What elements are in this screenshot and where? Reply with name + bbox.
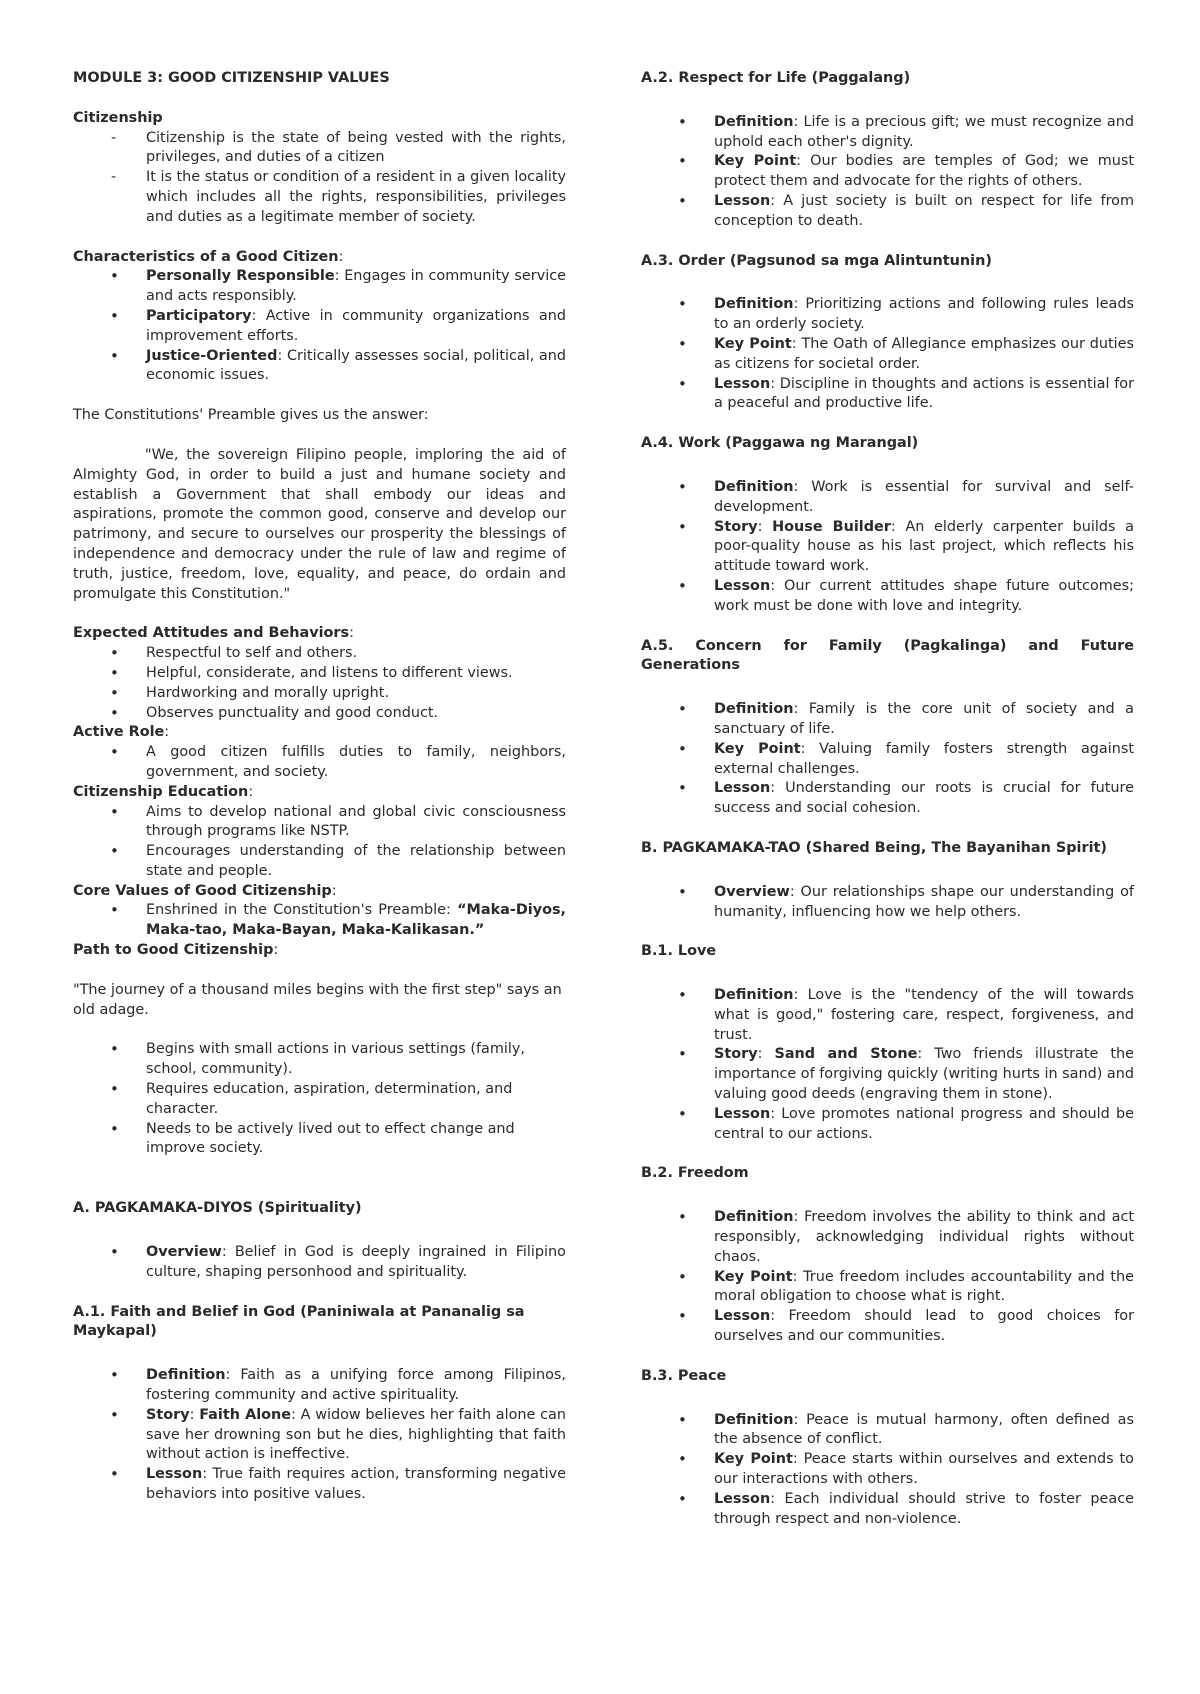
item-text: Freedom should lead to good choices for ourselves and our communities. — [714, 1308, 1134, 1345]
item-term: Lesson — [714, 192, 771, 209]
list-item: • Observes punctuality and good conduct. — [73, 704, 566, 724]
story-title: Faith Alone — [199, 1406, 292, 1423]
item-term: Lesson — [714, 1490, 771, 1507]
section-b-heading: B. PAGKAMAKA-TAO (Shared Being, The Bayanihan Spirit) — [641, 839, 1107, 856]
item-term: Lesson — [714, 1105, 771, 1122]
path-quote: "The journey of a thousand miles begins with the first step" says an old adage. — [73, 981, 562, 1018]
a3-heading: A.3. Order (Pagsunod sa mga Alintuntunin) — [641, 252, 992, 269]
list-item: • Lesson: Each individual should strive to foster peace through respect and non-violence. — [641, 1490, 1134, 1530]
item-term: Definition — [714, 113, 794, 130]
item-term: Justice-Oriented — [146, 347, 278, 364]
list-item: • Needs to be actively lived out to effect change and improve society. — [73, 1120, 566, 1160]
list-item: - It is the status or condition of a resident in a given locality which includes all the rights, responsibilities, privileges and duties as a legitimate member of society. — [73, 168, 566, 227]
list-item: • Lesson: A just society is built on respect for life from conception to death. — [641, 192, 1134, 232]
item-text: The Oath of Allegiance emphasizes our duties as citizens for societal order. — [714, 335, 1134, 372]
item-text: Critically assesses social, political, and economic issues. — [146, 347, 566, 384]
item-term: Key Point — [714, 335, 792, 352]
item-term: Definition — [714, 1209, 794, 1226]
item-term: Definition — [714, 296, 794, 313]
b3-list — [641, 1411, 1134, 1530]
item-term: Lesson — [714, 375, 771, 392]
core-values-list — [73, 901, 566, 941]
path-heading-line: Path to Good Citizenship: — [73, 942, 279, 959]
item-term: Story — [714, 518, 758, 535]
a4-list — [641, 478, 1134, 617]
item-text: Two friends illustrate the importance of forgiving quickly (writing hurts in sand) and valuing good deeds (engraving them in stone). — [714, 1046, 1135, 1103]
item-text: Family is the core unit of society and a sanctuary of life. — [714, 701, 1134, 737]
core-values-heading-line: Core Values of Good Citizenship: — [73, 882, 337, 899]
list-item: • Lesson: Our current attitudes shape future outcomes; work must be done with love and integrity. — [641, 577, 1134, 617]
item-text: Faith as a unifying force among Filipinos, fostering community and active spirituality. — [146, 1367, 566, 1404]
citizenship-heading: Citizenship — [73, 109, 163, 126]
a4-heading: A.4. Work (Paggawa ng Marangal) — [641, 435, 919, 452]
path-list — [73, 1040, 566, 1159]
item-text: A just society is built on respect for life from conception to death. — [714, 192, 1134, 229]
active-role-list — [73, 743, 566, 783]
section-b-list — [641, 883, 1134, 923]
list-item: • Requires education, aspiration, determination, and character. — [73, 1080, 566, 1120]
list-item: • Lesson: Understanding our roots is crucial for future success and social cohesion. — [641, 779, 1134, 819]
active-role-heading-line: Active Role: — [73, 724, 170, 741]
list-item: • Helpful, considerate, and listens to different views. — [73, 664, 566, 684]
list-item: • Story: Sand and Stone: Two friends illustrate the importance of forgiving quickly (writing hurts in sand) and valuing good deeds (engraving them in stone). — [641, 1045, 1134, 1104]
list-item: • Overview: Belief in God is deeply ingrained in Filipino culture, shaping personhood and spirituality. — [73, 1243, 566, 1283]
a3-list — [641, 295, 1134, 414]
item-text: Peace starts within ourselves and extends to our interactions with others. — [714, 1451, 1134, 1488]
item-term: Story — [714, 1046, 758, 1063]
item-term: Story — [146, 1406, 190, 1423]
item-term: Lesson — [146, 1466, 203, 1483]
item-text: Engages in community service and acts responsibly. — [146, 268, 566, 305]
list-item: • Definition: Family is the core unit of society and a sanctuary of life. — [641, 700, 1134, 740]
list-item: • Key Point: Peace starts within ourselves and extends to our interactions with others. — [641, 1450, 1134, 1490]
item-text: True faith requires action, transforming negative behaviors into positive values. — [146, 1466, 566, 1503]
attitudes-list — [73, 644, 566, 723]
list-item: • Begins with small actions in various settings (family, school, community). — [73, 1040, 566, 1080]
item-text: Each individual should strive to foster peace through respect and non-violence. — [714, 1490, 1134, 1527]
education-heading-line: Citizenship Education: — [73, 783, 254, 800]
list-item: • Key Point: Valuing family fosters strength against external challenges. — [641, 740, 1134, 780]
a5-heading: A.5. Concern for Family (Pagkalinga) and Future Generations — [641, 637, 1134, 674]
characteristics-list — [73, 267, 566, 386]
list-item: • Hardworking and morally upright. — [73, 684, 566, 704]
b1-heading: B.1. Love — [641, 943, 717, 960]
story-title: House Builder — [772, 518, 891, 535]
list-item: • Key Point: True freedom includes accountability and the moral obligation to choose what is right. — [641, 1268, 1134, 1308]
item-term: Key Point — [714, 1268, 793, 1285]
list-item: • Definition: Life is a precious gift; we must recognize and uphold each other's dignity. — [641, 113, 1134, 153]
characteristics-heading: Characteristics of a Good Citizen — [73, 248, 339, 265]
item-text: Belief in God is deeply ingrained in Filipino culture, shaping personhood and spirituality. — [146, 1244, 566, 1280]
list-item: • Lesson: Love promotes national progress and should be central to our actions. — [641, 1105, 1134, 1145]
item-term: Key Point — [714, 153, 797, 170]
item-text: Peace is mutual harmony, often defined as the absence of conflict. — [714, 1411, 1134, 1448]
b1-list — [641, 986, 1134, 1144]
a1-list — [73, 1366, 566, 1505]
list-item: • Story: Faith Alone: A widow believes her faith alone can save her drowning son but he dies, highlighting that faith without action is ineffective. — [73, 1406, 566, 1465]
item-term: Definition — [714, 987, 794, 1004]
preamble-intro: The Constitutions' Preamble gives us the answer: — [73, 407, 429, 424]
list-item: • Key Point: Our bodies are temples of God; we must protect them and advocate for the rights of others. — [641, 152, 1134, 192]
item-text: Enshrined in the Constitution's Preamble: — [146, 902, 451, 919]
list-item: • Definition: Love is the "tendency of the will towards what is good," fostering care, respect, forgiveness, and trust. — [641, 986, 1134, 1045]
item-term: Key Point — [714, 740, 801, 757]
left-column — [73, 69, 566, 1505]
characteristics-heading-line: Characteristics of a Good Citizen: — [73, 248, 344, 265]
item-term: Definition — [714, 701, 794, 718]
item-term: Lesson — [714, 780, 771, 797]
item-text: Active in community organizations and improvement efforts. — [146, 307, 566, 344]
item-text: Prioritizing actions and following rules leads to an orderly society. — [714, 296, 1134, 333]
list-item — [73, 901, 566, 941]
item-term: Lesson — [714, 577, 771, 594]
item-text: Understanding our roots is crucial for future success and social cohesion. — [714, 780, 1134, 817]
education-list — [73, 803, 566, 882]
item-term: Definition — [714, 478, 794, 495]
b2-list — [641, 1208, 1134, 1347]
item-term: Key Point — [714, 1451, 793, 1468]
item-term: Overview — [714, 883, 790, 900]
b3-heading: B.3. Peace — [641, 1367, 727, 1384]
list-item: • Lesson: Freedom should lead to good choices for ourselves and our communities. — [641, 1307, 1134, 1347]
citizenship-list — [73, 129, 566, 228]
item-term: Definition — [146, 1367, 226, 1384]
section-a-list — [73, 1243, 566, 1283]
b2-heading: B.2. Freedom — [641, 1165, 749, 1182]
list-item: • Respectful to self and others. — [73, 644, 566, 664]
list-item: • Definition: Freedom involves the ability to think and act responsibly, acknowledging individual rights without chaos. — [641, 1208, 1134, 1267]
list-item: • Lesson: Discipline in thoughts and actions is essential for a peaceful and productive life. — [641, 375, 1134, 415]
story-title: Sand and Stone — [774, 1046, 918, 1063]
item-text: An elderly carpenter builds a poor-quality house as his last project, which reflects his attitude toward work. — [714, 518, 1135, 575]
list-item: • Personally Responsible: Engages in community service and acts responsibly. — [73, 267, 566, 307]
list-item: • Definition: Peace is mutual harmony, often defined as the absence of conflict. — [641, 1411, 1134, 1451]
item-text: Work is essential for survival and self-development. — [714, 478, 1134, 515]
list-item: • A good citizen fulfills duties to family, neighbors, government, and society. — [73, 743, 566, 783]
list-item: • Aims to develop national and global civic consciousness through programs like NSTP. — [73, 803, 566, 843]
list-item: • Lesson: True faith requires action, transforming negative behaviors into positive values. — [73, 1465, 566, 1505]
item-text: A widow believes her faith alone can save her drowning son but he dies, highlighting that faith without action is ineffective. — [146, 1406, 566, 1463]
a2-heading: A.2. Respect for Life (Paggalang) — [641, 70, 911, 86]
preamble-quote: "We, the sovereign Filipino people, imploring the aid of Almighty God, in order to build a just and humane society and establish a Government that shall embody our ideas and aspirations, promote the common good, conserve and develop our patrimony, and secure to ourselves our prosperity the blessings of independence and democracy under the rule of law and regime of truth, justice, freedom, love, equality, and peace, do ordain and promulgate this Constitution." — [73, 446, 566, 602]
a1-heading: A.1. Faith and Belief in God (Paniniwala at Pananalig sa Maykapal) — [73, 1303, 525, 1340]
active-role-heading: Active Role — [73, 724, 165, 741]
item-text: True freedom includes accountability and the moral obligation to choose what is right. — [714, 1268, 1134, 1305]
attitudes-heading-line: Expected Attitudes and Behaviors: — [73, 625, 354, 642]
right-column — [641, 69, 1134, 1529]
item-text: Our bodies are temples of God; we must protect them and advocate for the rights of others. — [714, 153, 1134, 190]
item-term: Overview — [146, 1244, 222, 1261]
list-item: - Citizenship is the state of being vested with the rights, privileges, and duties of a citizen — [73, 129, 566, 169]
item-text: Our relationships shape our understanding of humanity, influencing how we help others. — [714, 883, 1134, 920]
item-text: Our current attitudes shape future outcomes; work must be done with love and integrity. — [714, 577, 1134, 614]
list-item: • Story: House Builder: An elderly carpenter builds a poor-quality house as his last project, which reflects his attitude toward work. — [641, 518, 1134, 577]
education-heading: Citizenship Education — [73, 783, 249, 800]
item-text: Love is the "tendency of the will towards what is good," fostering care, respect, forgiveness, and trust. — [714, 987, 1134, 1043]
item-term: Personally Responsible — [146, 268, 335, 285]
module-title: MODULE 3: GOOD CITIZENSHIP VALUES — [73, 70, 390, 86]
a5-list — [641, 700, 1134, 819]
item-text: Life is a precious gift; we must recognize and uphold each other's dignity. — [714, 113, 1134, 150]
list-item: • Definition: Work is essential for survival and self-development. — [641, 478, 1134, 518]
list-item: • Definition: Prioritizing actions and following rules leads to an orderly society. — [641, 295, 1134, 335]
core-values-text: “Maka-Diyos, Maka-tao, Maka-Bayan, Maka-Kalikasan.” — [146, 902, 566, 939]
list-item: • Overview: Our relationships shape our understanding of humanity, influencing how we help others. — [641, 883, 1134, 923]
list-item: • Participatory: Active in community organizations and improvement efforts. — [73, 307, 566, 347]
item-term: Lesson — [714, 1308, 771, 1325]
attitudes-heading: Expected Attitudes and Behaviors — [73, 625, 350, 642]
section-a-heading: A. PAGKAMAKA-DIYOS (Spirituality) — [73, 1200, 362, 1217]
list-item: • Justice-Oriented: Critically assesses social, political, and economic issues. — [73, 347, 566, 387]
item-text: Freedom involves the ability to think and act responsibly, acknowledging individual rights without chaos. — [714, 1209, 1134, 1265]
item-text: Love promotes national progress and should be central to our actions. — [714, 1105, 1134, 1142]
list-item: • Encourages understanding of the relationship between state and people. — [73, 842, 566, 882]
item-text: Discipline in thoughts and actions is essential for a peaceful and productive life. — [714, 375, 1134, 412]
core-values-heading: Core Values of Good Citizenship — [73, 882, 332, 899]
list-item: • Definition: Faith as a unifying force among Filipinos, fostering community and active spirituality. — [73, 1366, 566, 1406]
item-term: Definition — [714, 1411, 794, 1428]
item-term: Participatory — [146, 307, 252, 324]
a2-list — [641, 113, 1134, 232]
item-text: Valuing family fosters strength against external challenges. — [714, 740, 1134, 777]
path-heading: Path to Good Citizenship — [73, 942, 274, 959]
list-item: • Key Point: The Oath of Allegiance emphasizes our duties as citizens for societal order. — [641, 335, 1134, 375]
